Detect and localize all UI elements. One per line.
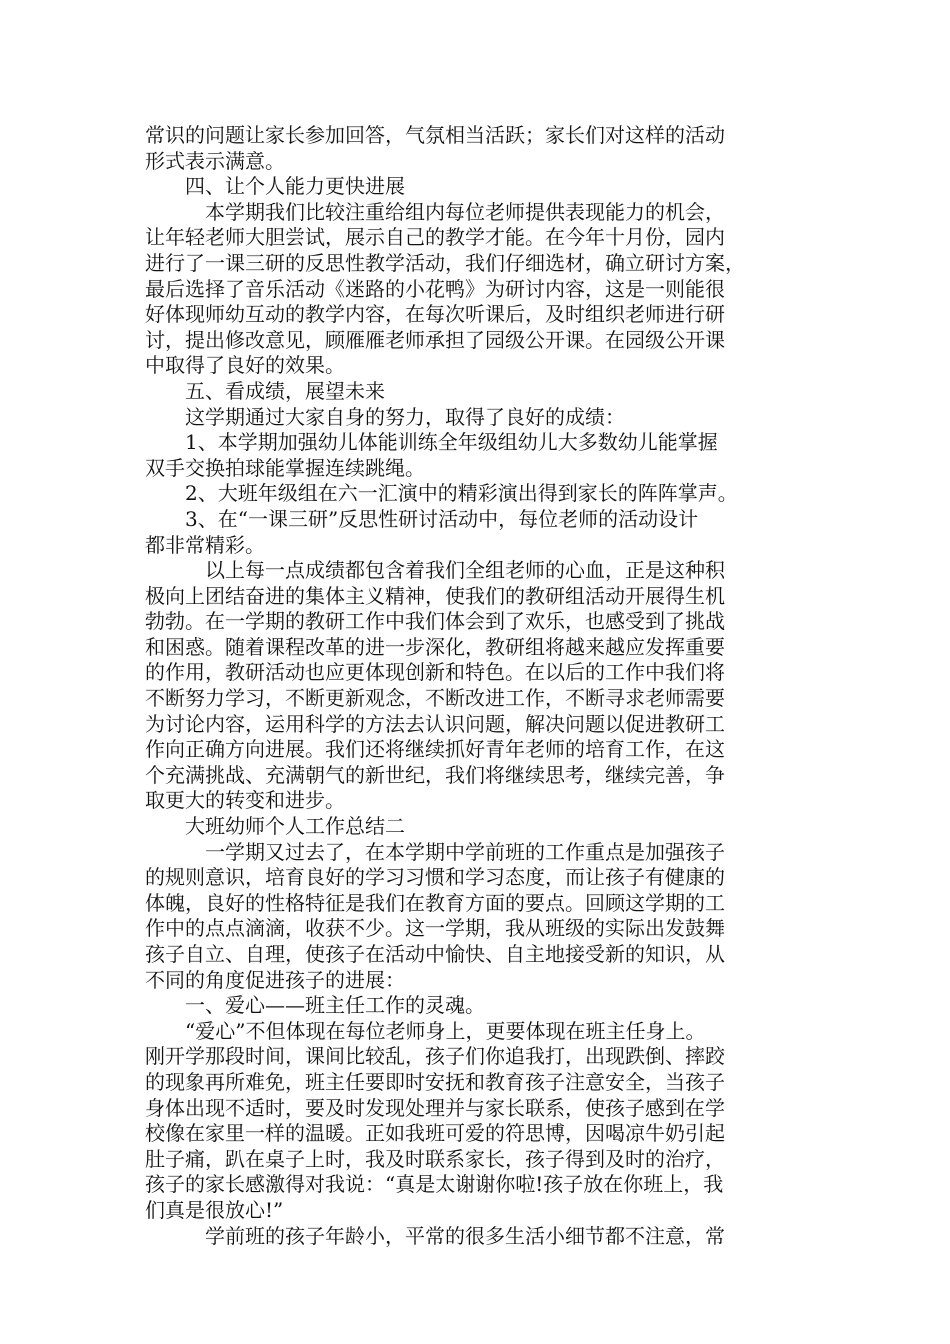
text-line: 个充满挑战、充满朝气的新世纪，我们将继续思考，继续完善，争 [145,762,725,787]
text-line: 大班幼师个人工作总结二 [185,814,405,839]
text-line: 1、本学期加强幼儿体能训练全年级组幼儿大多数幼儿能掌握 [185,430,718,455]
text-line: 本学期我们比较注重给组内每位老师提供表现能力的机会， [205,199,725,224]
text-line: 常识的问题让家长参加回答，气氛相当活跃；家长们对这样的活动 [145,123,725,147]
text-line: 不断努力学习，不断更新观念，不断改进工作，不断寻求老师需要 [145,686,725,711]
text-line: 刚开学那段时间，课间比较乱，孩子们你追我打，出现跌倒、摔跤 [145,1044,725,1069]
text-line: 的现象再所难免，班主任要即时安抚和教育孩子注意安全，当孩子 [145,1069,725,1094]
text-line: 一学期又过去了，在本学期中学前班的工作重点是加强孩子 [205,839,725,864]
text-line: 最后选择了音乐活动《迷路的小花鸭》为研讨内容，这是一则能很 [145,276,725,301]
text-line: 学前班的孩子年龄小，平常的很多生活小细节都不注意，常 [205,1223,725,1248]
text-line: 身体出现不适时，要及时发现处理并与家长联系，使孩子感到在学 [145,1095,725,1120]
text-line: 以上每一点成绩都包含着我们全组老师的心血，正是这种积 [205,558,725,583]
text-line: 双手交换拍球能掌握连续跳绳。 [145,455,425,480]
text-line: 五、看成绩，展望未来 [185,378,385,403]
text-line: 讨，提出修改意见，顾雁雁老师承担了园级公开课。在园级公开课 [145,327,725,352]
text-line: 孩子的家长感激得对我说：“真是太谢谢你啦!孩子放在你班上，我 [145,1172,724,1197]
text-line: 进行了一课三研的反思性教学活动，我们仔细选材，确立研讨方案， [145,250,745,275]
text-line: 作中的点点滴滴，收获不少。这一学期，我从班级的实际出发鼓舞 [145,916,725,941]
text-line: 四、让个人能力更快进展 [185,174,405,199]
text-line: 的作用，教研活动也应更体现创新和特色。在以后的工作中我们将 [145,660,725,685]
text-line: 和困惑。随着课程改革的进一步深化，教研组将越来越应发挥重要 [145,634,725,659]
text-line: 形式表示满意。 [145,148,285,173]
text-line: “爱心”不但体现在每位老师身上，更要体现在班主任身上。 [185,1018,706,1043]
text-line: 让年轻老师大胆尝试，展示自己的教学才能。在今年十月份，园内 [145,225,725,250]
text-line: 好体现师幼互动的教学内容，在每次听课后，及时组织老师进行研 [145,302,725,327]
text-line: 都非常精彩。 [145,532,265,557]
text-line: 取更大的转变和进步。 [145,788,345,813]
text-line: 中取得了良好的效果。 [145,353,345,378]
text-line: 这学期通过大家自身的努力，取得了良好的成绩： [185,404,625,429]
text-line: 为讨论内容，运用科学的方法去认识问题，解决问题以促进教研工 [145,711,725,736]
text-line: 体魄，良好的性格特征是我们在教育方面的要点。回顾这学期的工 [145,890,725,915]
document-body [145,123,805,1249]
text-line: 勃勃。在一学期的教研工作中我们体会到了欢乐，也感受到了挑战 [145,609,725,634]
text-line: 们真是很放心!” [145,1197,284,1222]
text-line: 不同的角度促进孩子的进展： [145,967,405,992]
text-line: 一、爱心——班主任工作的灵魂。 [185,993,485,1018]
text-line: 的规则意识，培育良好的学习习惯和学习态度，而让孩子有健康的 [145,865,725,890]
text-line: 孩子自立、自理，使孩子在活动中愉快、自主地接受新的知识，从 [145,942,725,966]
text-line: 2、大班年级组在六一汇演中的精彩演出得到家长的阵阵掌声。 [185,481,738,506]
text-line: 3、在“一课三研”反思性研讨活动中，每位老师的活动设计 [185,506,699,531]
text-line: 极向上团结奋进的集体主义精神，使我们的教研组活动开展得生机 [145,583,725,608]
text-line: 肚子痛，趴在桌子上时，我及时联系家长，孩子得到及时的治疗， [145,1146,725,1171]
text-line: 作向正确方向进展。我们还将继续抓好青年老师的培育工作，在这 [145,737,725,762]
text-line: 校像在家里一样的温暖。正如我班可爱的符思博，因喝凉牛奶引起 [145,1121,725,1146]
